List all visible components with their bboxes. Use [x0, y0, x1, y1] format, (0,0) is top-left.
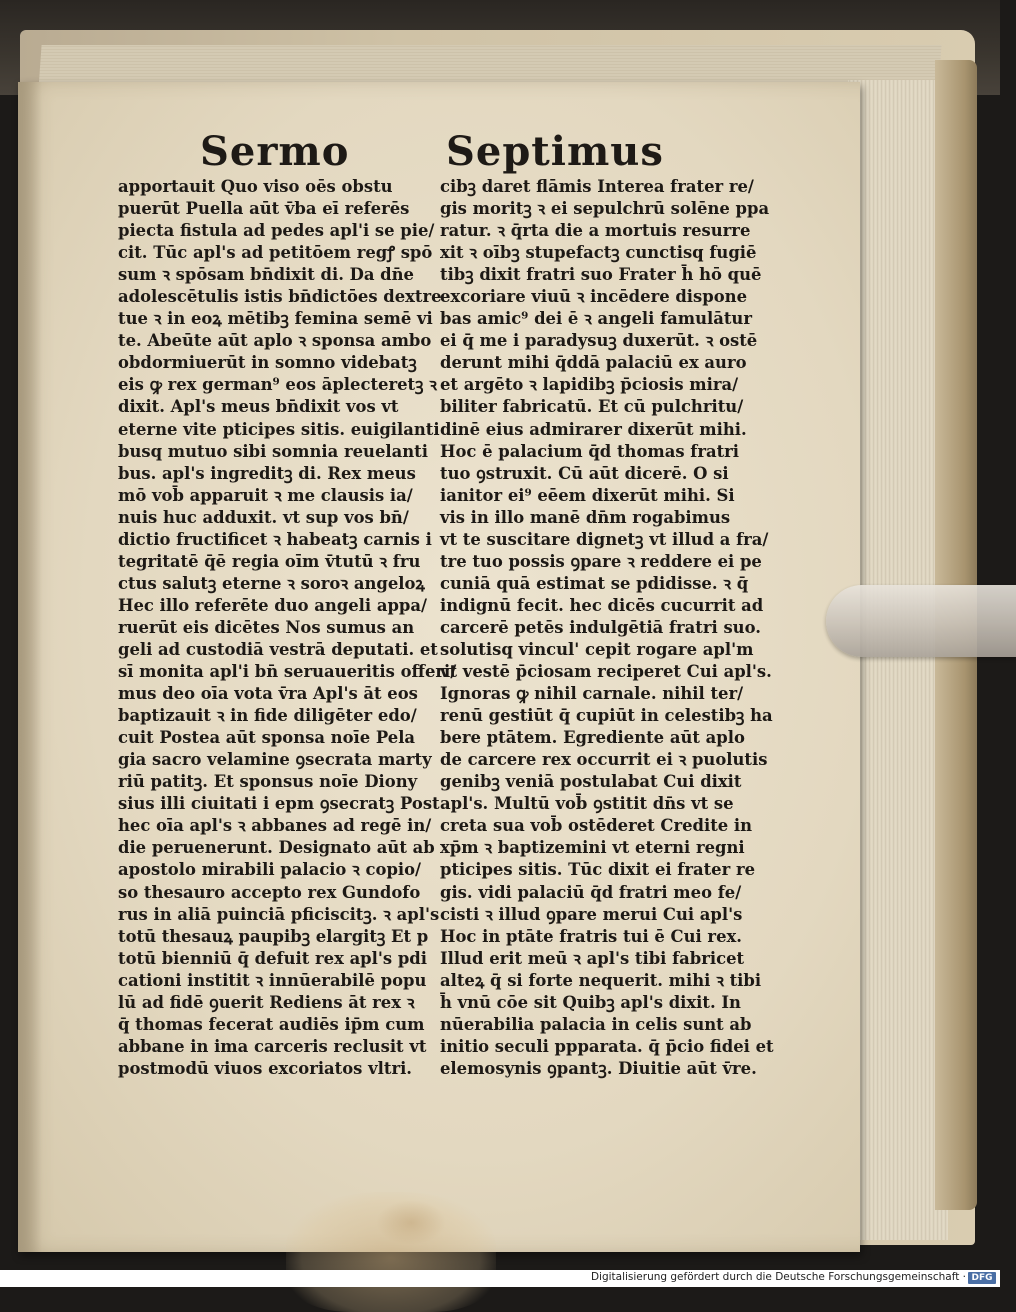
text-line: Ignoras ꝙ nihil carnale. nihil ter/ — [440, 684, 744, 704]
text-line: apostolo mirabili palacio ꝛ copio/ — [118, 860, 422, 880]
text-line: derunt mihi q̄ddā palaciū ex auro — [440, 353, 747, 373]
text-line: lū ad fidē ꝯuerit Rediens āt rex ꝛ — [118, 992, 415, 1012]
text-column-left — [118, 176, 457, 1080]
text-line: dixit. Apl's meus bn̄dixit vos vt — [118, 397, 399, 417]
text-line: ratur. ꝛ q̄rta die a mortuis resurre — [440, 221, 751, 241]
text-line: apportauit Quo viso oēs obstu — [118, 177, 393, 196]
text-line: gis moritꝫ ꝛ ei sepulchrū solēne ppa — [440, 199, 770, 219]
text-line: pticipes sitis. Tūc dixit ei frater re — [440, 860, 756, 880]
text-line: nuis huc adduxit. vt sup vos bn̄/ — [118, 507, 409, 527]
running-head-right: Septimus — [446, 128, 664, 175]
text-line: carcerē petēs indulgētiā fratri suo. — [440, 617, 761, 637]
text-line: totū thesauꝝ paupibꝫ elargitꝫ Et p — [118, 926, 429, 946]
text-line: nūerabilia palacia in celis sunt ab — [440, 1014, 752, 1034]
text-line: cuniā quā estimat se pdidisse. ꝛ q̄ — [440, 573, 749, 593]
text-line: tibꝫ dixit fratri suo Frater h̄ hō quē — [440, 265, 762, 285]
text-line: h̄ vnū cōe sit Quibꝫ apl's dixit. In — [440, 992, 741, 1012]
text-line: ctus salutꝫ eterne ꝛ soroꝛ angeloꝝ — [118, 573, 425, 593]
text-line: cationi institit ꝛ innūerabilē popu — [118, 970, 427, 990]
text-line: tegritatē q̄ē regia oīm v̄tutū ꝛ fru — [118, 551, 421, 571]
text-line: excoriare viuū ꝛ incēdere dispone — [440, 287, 747, 307]
text-line: solutisq vincul' cepit rogare apl'm — [440, 639, 754, 659]
text-line: genibꝫ veniā postulabat Cui dixit — [440, 772, 742, 792]
text-line: creta sua vob̄ ostēderet Credite in — [440, 816, 753, 836]
text-line: rus in aliā puinciā pficiscitꝫ. ꝛ apl's — [118, 904, 440, 924]
page-gutter-shadow — [18, 82, 42, 1252]
text-line: Hec illo referēte duo angeli appa/ — [118, 595, 427, 615]
text-line: cuit Postea aūt sponsa noīe Pela — [118, 728, 416, 748]
text-line: eis ꝙ rex german⁹ eos āplecteretꝫ ꝛ — [118, 375, 437, 395]
text-line: cibꝫ daret flāmis Interea frater re/ — [440, 177, 754, 196]
running-head-left: Sermo — [200, 128, 350, 175]
text-line: die peruenerunt. Designato aūt ab — [118, 838, 435, 858]
text-line: renū gestiūt q̄ cupiūt in celestibꝫ ha — [440, 706, 773, 726]
text-line: ruerūt eis dicētes Nos sumus an — [118, 617, 415, 637]
text-line: busq mutuo sibi somnia reuelanti — [118, 441, 428, 461]
text-line: tuo ꝯstruxit. Cū aūt dicerē. O si — [440, 463, 729, 483]
text-line: geli ad custodiā vestrā deputati. et — [118, 639, 438, 659]
text-line: ianitor ei⁹ eēem dixerūt mihi. Si — [440, 485, 735, 505]
text-line: cit. Tūc apl's ad petitōem regꝭ spō — [118, 243, 433, 263]
text-line: tre tuo possis ꝯpare ꝛ reddere ei pe — [440, 551, 762, 571]
text-line: te. Abeūte aūt aplo ꝛ sponsa ambo — [118, 331, 432, 351]
text-line: baptizauit ꝛ in fide diligēter edo/ — [118, 706, 417, 726]
text-line: abbane in ima carceris reclusit vt — [118, 1036, 427, 1056]
text-line: Hoc in ptāte fratris tui ē Cui rex. — [440, 926, 742, 946]
text-line: xit ꝛ oībꝫ stupefactꝫ cunctisq fugiē — [440, 243, 757, 263]
text-line: riū patitꝫ. Et sponsus noīe Diony — [118, 772, 418, 792]
footer-credit: Digitalisierung gefördert durch die Deutsche Forschungsgemeinschaft · — [590, 1271, 966, 1283]
page-edges-right — [848, 80, 948, 1240]
text-line: sius illi ciuitati i epm ꝯsecratꝫ Post — [118, 794, 440, 814]
text-line: so thesauro accepto rex Gundofo — [118, 882, 421, 902]
text-line: sī monita apl'i bn̄ seruaueritis offeri/ — [118, 662, 457, 682]
text-line: mus deo oīa vota v̄ra Apl's āt eos — [118, 684, 418, 704]
text-line: Illud erit meū ꝛ apl's tibi fabricet — [440, 948, 745, 968]
text-line: vis in illo manē dn̄m rogabimus — [440, 507, 731, 527]
text-line: xp̄m ꝛ baptizemini vt eterni regni — [440, 838, 745, 858]
text-line: adolescētulis istis bn̄dictōes dextre — [118, 287, 442, 307]
text-line: bas amic⁹ dei ē ꝛ angeli famulātur — [440, 309, 752, 329]
text-line: mō vob̄ apparuit ꝛ me clausis ia/ — [118, 485, 413, 505]
digitization-footer — [0, 1270, 1000, 1287]
water-stain-dark — [376, 1200, 446, 1245]
text-line: Hoc ē palacium q̄d thomas fratri — [440, 441, 740, 461]
text-line: et argēto ꝛ lapidibꝫ p̄ciosis mira/ — [440, 375, 739, 395]
text-line: elemosynis ꝯpantꝫ. Diuitie aūt v̄re. — [440, 1058, 757, 1078]
text-line: sum ꝛ spōsam bn̄dixit di. Da dn̄e — [118, 265, 414, 285]
text-line: dinē eius admirarer dixerūt mihi. — [440, 419, 747, 439]
text-line: postmodū viuos excoriatos vltri. — [118, 1058, 413, 1078]
text-line: gis. vidi palaciū q̄d fratri meo fe/ — [440, 882, 742, 902]
text-line: tue ꝛ in eoꝝ mētibꝫ femina semē vi — [118, 309, 433, 329]
text-line: cisti ꝛ illud ꝯpare merui Cui apl's — [440, 904, 743, 924]
text-line: totū bienniū q̄ defuit rex apl's pdi — [118, 948, 427, 968]
text-line: piecta fistula ad pedes apl'i se pie/ — [118, 221, 435, 241]
text-line: apl's. Multū vob̄ ꝯstitit dn̄s vt se — [440, 794, 734, 814]
text-line: alteꝝ q̄ si forte nequerit. mihi ꝛ tibi — [440, 970, 762, 990]
text-line: bus. apl's ingreditꝫ di. Rex meus — [118, 463, 416, 483]
text-line: eterne vite pticipes sitis. euigilanti — [118, 419, 440, 439]
text-line: bere ptātem. Egrediente aūt aplo — [440, 728, 745, 748]
text-line: puerūt Puella aūt v̄ba eī referēs — [118, 199, 410, 219]
text-line: gia sacro velamine ꝯsecrata marty — [118, 750, 432, 770]
text-column-right — [440, 176, 774, 1080]
text-line: dictio fructificet ꝛ habeatꝫ carnis i — [118, 529, 432, 549]
bookmark-clip — [826, 585, 1016, 657]
dfg-logo: DFG — [968, 1272, 996, 1284]
text-line: hec oīa apl's ꝛ abbanes ad regē in/ — [118, 816, 432, 836]
text-line: indignū fecit. hec dicēs cucurrit ad — [440, 595, 764, 615]
text-line: vt vestē p̄ciosam reciperet Cui apl's. — [440, 662, 772, 682]
text-line: vt te suscitare dignetꝫ vt illud a fra/ — [440, 529, 769, 549]
text-line: obdormiuerūt in somno videbatꝫ — [118, 353, 417, 373]
text-line: biliter fabricatū. Et cū pulchritu/ — [440, 397, 744, 417]
text-line: initio seculi ppparata. q̄ p̄cio fidei et — [440, 1036, 774, 1056]
text-line: de carcere rex occurrit ei ꝛ puolutis — [440, 750, 768, 770]
text-line: ei q̄ me i paradysuꝫ duxerūt. ꝛ ostē — [440, 331, 758, 351]
text-line: q̄ thomas fecerat audiēs ip̄m cum — [118, 1014, 425, 1034]
